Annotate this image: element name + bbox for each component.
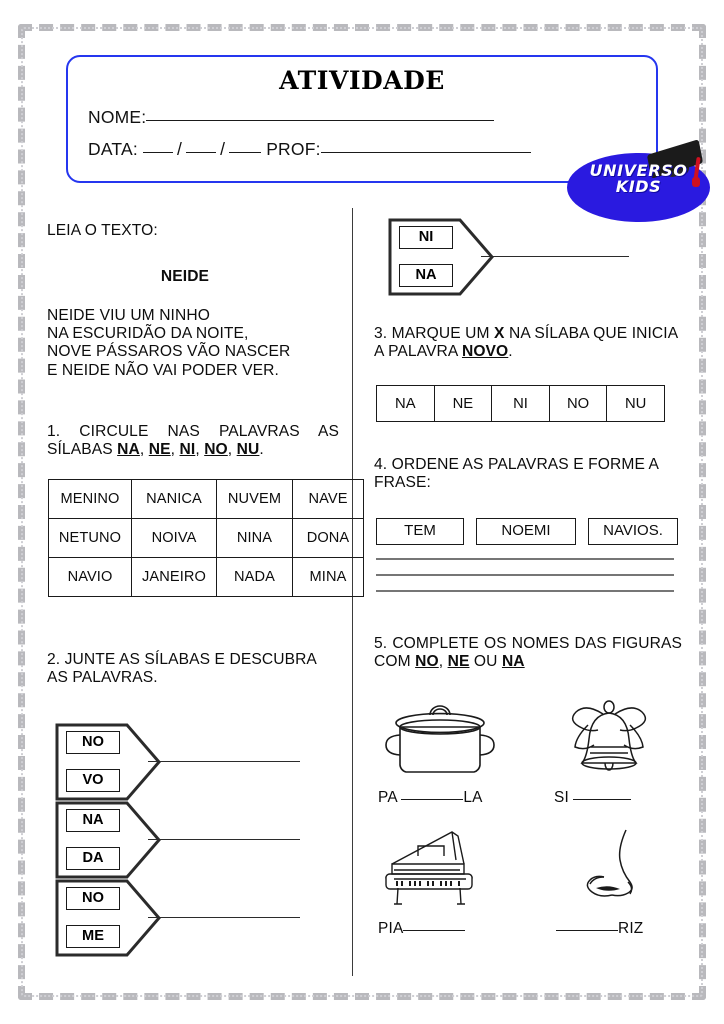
q3-target-word: NOVO — [461, 343, 509, 361]
word-cell[interactable]: NADA — [217, 558, 293, 597]
poem-body — [47, 307, 343, 380]
syllable-box[interactable]: NI — [399, 226, 453, 249]
question-5-item-2 — [554, 695, 664, 806]
fill-in-blank[interactable] — [556, 930, 618, 931]
label-suffix: LA — [463, 789, 483, 806]
logo-line-1: UNIVERSO — [589, 161, 688, 180]
syllable-box[interactable]: NO — [66, 887, 120, 910]
question-4-answer-lines — [376, 548, 676, 608]
answer-line[interactable] — [148, 917, 300, 918]
question-2-group-3 — [55, 879, 315, 957]
q1-syllable-na: NA — [117, 441, 140, 459]
syllable-option[interactable]: NU — [607, 386, 665, 422]
syllable-option[interactable]: NI — [492, 386, 550, 422]
word-cell[interactable]: JANEIRO — [132, 558, 217, 597]
question-2-group-4 — [388, 218, 648, 296]
question-2-group-1 — [55, 723, 315, 801]
q4-text: ORDENE AS PALAVRAS E FORME A FRASE: — [374, 456, 659, 492]
question-4-prompt — [374, 456, 682, 492]
bell-icon — [554, 695, 664, 779]
syllable-strip — [376, 385, 665, 422]
syllable-box[interactable]: NA — [66, 809, 120, 832]
syllable-box[interactable]: NA — [399, 264, 453, 287]
syllable-box[interactable]: VO — [66, 769, 120, 792]
question-2-group-2 — [55, 801, 315, 879]
word-cell[interactable]: NOIVA — [132, 519, 217, 558]
q3-mark-letter: X — [494, 325, 505, 342]
question-3-prompt — [374, 325, 682, 361]
syllable-option[interactable]: NO — [549, 386, 607, 422]
table-row — [49, 558, 364, 597]
syllable-arrow-group — [388, 218, 648, 296]
answer-line[interactable] — [481, 256, 629, 257]
word-cell[interactable]: DONA — [293, 519, 364, 558]
word-card[interactable]: TEM — [376, 518, 464, 545]
q1-number: 1. — [47, 423, 61, 440]
date-teacher-field-row — [88, 139, 531, 160]
label-prefix: PIA — [378, 920, 404, 937]
q1-text: CIRCULE NAS PALAVRAS AS SÍLABAS — [47, 423, 339, 459]
logo-text — [567, 163, 710, 196]
right-column — [374, 208, 686, 937]
question-4-word-cards — [376, 518, 676, 548]
q5-option-no: NO — [415, 653, 439, 671]
word-cell[interactable]: NANICA — [132, 480, 217, 519]
picture-label — [554, 789, 631, 807]
picture-label — [378, 920, 465, 938]
fill-in-blank[interactable] — [573, 799, 631, 800]
fill-in-blank[interactable] — [401, 799, 463, 800]
poem-line-4: E NEIDE NÃO VAI PODER VER. — [47, 361, 279, 379]
word-cell[interactable]: NAVE — [293, 480, 364, 519]
answer-line[interactable] — [376, 590, 674, 592]
date-slash-1: / — [177, 139, 183, 159]
question-1-word-grid — [48, 479, 364, 597]
date-year-rule[interactable] — [229, 152, 261, 153]
page-title: ATIVIDADE — [279, 66, 445, 95]
question-5-prompt: 5. COMPLETE OS NOMES DAS FIGURAS COM NO, NE OU NA — [374, 635, 682, 671]
date-day-rule[interactable] — [143, 152, 173, 153]
q2-text: JUNTE AS SÍLABAS E DESCUBRA AS PALAVRAS. — [47, 651, 317, 687]
label-prefix: SI — [554, 789, 574, 806]
q5-number: 5. — [374, 635, 388, 652]
word-cell[interactable]: MENINO — [49, 480, 132, 519]
word-card[interactable]: NOEMI — [476, 518, 576, 545]
answer-line[interactable] — [148, 839, 300, 840]
q1-syllable-no: NO — [204, 441, 228, 459]
q4-number: 4. — [374, 456, 388, 473]
q5-text: COMPLETE OS NOMES DAS FIGURAS COM — [374, 635, 682, 671]
q1-syllable-nu: NU — [236, 441, 260, 459]
teacher-label: PROF: — [266, 139, 321, 159]
word-cell[interactable]: NINA — [217, 519, 293, 558]
poem-line-3: NOVE PÁSSAROS VÃO NASCER — [47, 343, 291, 361]
word-table — [48, 479, 364, 597]
nose-icon — [570, 826, 670, 910]
date-label: DATA: — [88, 139, 138, 159]
q5-option-na: NA — [501, 653, 525, 671]
word-cell[interactable]: NUVEM — [217, 480, 293, 519]
q5-option-ne: NE — [447, 653, 470, 671]
syllable-box[interactable]: ME — [66, 925, 120, 948]
q1-syllable-ne: NE — [148, 441, 171, 459]
picture-label — [378, 789, 483, 807]
pot-icon — [378, 695, 502, 779]
question-5-item-4 — [570, 826, 670, 937]
question-5-item-1 — [378, 695, 502, 806]
name-field-row — [88, 107, 494, 128]
q2-number: 2. — [47, 651, 61, 668]
q3-period: . — [508, 343, 513, 361]
question-5-item-3 — [378, 826, 496, 937]
question-1-prompt: 1. CIRCULE NAS PALAVRAS AS SÍLABAS NA, NE, NI, NO, NU. — [47, 423, 339, 459]
q3-text-b: NA SÍLABA QUE INICIA A PALAVRA — [374, 325, 678, 361]
poem-line-1: NEIDE VIU UM NINHO — [47, 307, 210, 324]
poem-title: NEIDE — [160, 268, 210, 285]
syllable-arrow-group — [55, 801, 315, 879]
header-card — [66, 55, 688, 197]
answer-line[interactable] — [148, 761, 300, 762]
syllable-option[interactable]: NA — [377, 386, 435, 422]
logo-line-2: KIDS — [615, 177, 662, 197]
piano-icon — [378, 826, 496, 910]
q3-number: 3. — [374, 325, 388, 342]
date-month-rule[interactable] — [186, 152, 216, 153]
word-cell[interactable]: NETUNO — [49, 519, 132, 558]
label-prefix: PA — [378, 789, 402, 806]
date-slash-2: / — [220, 139, 226, 159]
fill-in-blank[interactable] — [403, 930, 465, 931]
question-3-options — [376, 385, 665, 422]
q1-syllable-ni: NI — [179, 441, 196, 459]
picture-label — [556, 920, 643, 938]
word-card[interactable]: NAVIOS. — [588, 518, 678, 545]
syllable-option[interactable]: NE — [434, 386, 492, 422]
question-2-prompt — [47, 651, 339, 687]
table-row — [49, 480, 364, 519]
label-suffix: RIZ — [618, 920, 644, 937]
name-input-rule[interactable] — [146, 120, 494, 121]
word-cell[interactable]: MINA — [293, 558, 364, 597]
read-prompt: LEIA O TEXTO: — [47, 222, 158, 239]
table-row — [49, 519, 364, 558]
word-cell[interactable]: NAVIO — [49, 558, 132, 597]
poem-line-2: NA ESCURIDÃO DA NOITE, — [47, 325, 249, 343]
syllable-box[interactable]: NO — [66, 731, 120, 754]
syllable-arrow-group — [55, 879, 315, 957]
q3-text-a: MARQUE UM — [391, 325, 495, 342]
name-label: NOME: — [88, 107, 147, 127]
answer-line[interactable] — [376, 574, 674, 576]
q5-conjunction: OU — [469, 653, 502, 671]
table-row — [377, 386, 665, 422]
syllable-arrow-group — [55, 723, 315, 801]
answer-line[interactable] — [376, 558, 674, 560]
syllable-box[interactable]: DA — [66, 847, 120, 870]
teacher-input-rule[interactable] — [321, 152, 531, 153]
